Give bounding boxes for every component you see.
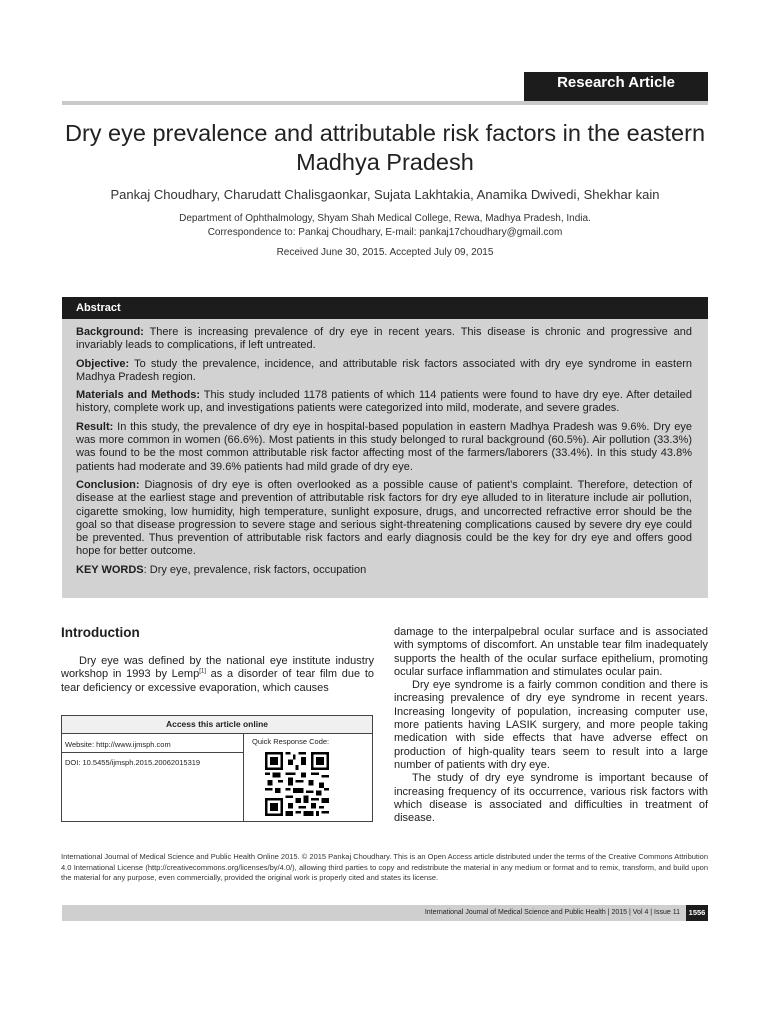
abstract-heading: Abstract (62, 297, 708, 319)
keywords-label: KEY WORDS (76, 563, 144, 576)
qr-label: Quick Response Code: (252, 737, 330, 746)
abstract-text: There is increasing prevalence of dry eye in recent years. This disease is chronic and progressive and invariably leads to complications, if left untreated. (76, 326, 692, 352)
qr-code-icon (258, 752, 336, 816)
affiliation-block (62, 212, 708, 239)
abstract-label: Background: (76, 326, 144, 338)
abstract-label: Conclusion: (76, 478, 140, 491)
intro-paragraph: damage to the interpalpebral ocular surface and is associated with symptoms of discomfort. An unstable tear film inadequately supports the health of the ocular surface epithelium, promoting ocular surface inflammation and stimulates ocular pain. (394, 626, 708, 678)
article-type-badge: Research Article (524, 72, 708, 101)
abstract-label: Materials and Methods: (76, 389, 201, 402)
abstract-text: This study included 1178 patients of which 114 patients were found to have dry eye. After detailed history, complete work up, and investigations patients were categorized into mild, moderate, and severe grades. (76, 389, 692, 415)
top-rule (62, 101, 708, 105)
abstract-objective (76, 358, 692, 385)
correspondence: Correspondence to: Pankaj Choudhary, E-mail: pankaj17choudhary@gmail.com (207, 226, 563, 238)
author-list: Pankaj Choudhary, Charudatt Chalisgaonkar, Sujata Lakhtakia, Anamika Dwivedi, Shekhar kain (110, 187, 660, 202)
keywords-text: : Dry eye, prevalence, risk factors, occupation (143, 563, 367, 576)
access-box-title: Access this article online (62, 716, 372, 734)
citation-link[interactable]: [1] (199, 668, 206, 675)
divider (243, 733, 244, 821)
abstract-conclusion (76, 479, 692, 559)
introduction-right-column (394, 626, 708, 825)
abstract-text: In this study, the prevalence of dry eye in hospital-based population in eastern Madhya Pradesh was 9.6%. Dry eye was more common in women (66.6%). Most patients in this study belonged to rural background (60.5%). Air pollution (33.3%) was found to be the most common attributable risk factor affecting most of the farmers/laborers (33.4%). In this study 43.8% patients had moderate and 39.6% patients had mild grade of dry eye. (76, 420, 692, 473)
divider (62, 752, 243, 753)
abstract-label: Objective: (76, 357, 130, 370)
abstract-body (62, 319, 708, 598)
access-article-box (61, 715, 373, 822)
page-number: 1556 (686, 905, 708, 921)
abstract-label: Result: (76, 420, 114, 433)
received-dates: Received June 30, 2015. Accepted July 09, 2015 (276, 247, 494, 258)
abstract-text: To study the prevalence, incidence, and attributable risk factors associated with dry eye syndrome in eastern Madhya Pradesh region. (76, 357, 692, 383)
abstract-background (76, 326, 692, 353)
abstract-keywords (76, 564, 692, 577)
abstract-methods (76, 389, 692, 416)
introduction-heading: Introduction (61, 625, 140, 640)
footer-bar (62, 905, 708, 921)
intro-text: Dry eye was defined by the national eye institute industry workshop in 1993 by Lemp (61, 655, 374, 681)
doi-link[interactable]: DOI: 10.5455/ijmsph.2015.20062015319 (65, 758, 201, 767)
license-note: International Journal of Medical Science and Public Health Online 2015. © 2015 Pankaj Choudhary. This is an Open Access article distributed under the terms of the Creative Commons Attribution 4.0 International License (http://creativecommons.org/licenses/by/4.0/), allowing third parties to copy and redistribute the material in any medium or format and to remix, transform, and build upon the material for any purpose, even commercially, provided the original work is properly cited and states its license. (61, 852, 708, 882)
abstract-text: Diagnosis of dry eye is often overlooked as a possible cause of patient’s complaint. Therefore, detection of disease at the earliest stage and prevention of attributable risk factors for dry eye alluded to in literature include air pollution, cigarette smoking, low humidity, high temperature, sunlight exposure, drugs, and uncorrected refractive error should be the goal so that disease progression to severe stage and serious sight-threatening complications caused by severe dry eye could be prevented. Thus prevention of attributable risk factors and early diagnosis could be the key for dry eye and offers good hope for better outcome. (76, 478, 692, 558)
affiliation: Department of Ophthalmology, Shyam Shah Medical College, Rewa, Madhya Pradesh, India. (179, 213, 591, 224)
intro-paragraph: The study of dry eye syndrome is important because of increasing frequency of its occurrence, various risk factors with which disease is associated and difficulties in treatment of disease. (394, 772, 708, 825)
website-link[interactable]: Website: http://www.ijmsph.com (65, 740, 171, 749)
intro-text: as a disorder of tear film due to tear deficiency or excessive evaporation, which causes (61, 668, 375, 694)
intro-paragraph: Dry eye syndrome is a fairly common condition and there is increasing prevalence of dry eye syndrome in recent years. Increasing longevity of population, increasing computer use, more patients having LASIK surgery, and more people taking medication with side effects that have adverse effect on production of high-quality tears seem to result into a large number of patients with dry eye. (394, 679, 708, 771)
introduction-paragraph (61, 655, 374, 695)
abstract-result (76, 421, 692, 474)
journal-citation: International Journal of Medical Science and Public Health | 2015 | Vol 4 | Issue 11 (424, 909, 680, 916)
article-title: Dry eye prevalence and attributable risk factors in the eastern Madhya Pradesh (64, 120, 706, 175)
